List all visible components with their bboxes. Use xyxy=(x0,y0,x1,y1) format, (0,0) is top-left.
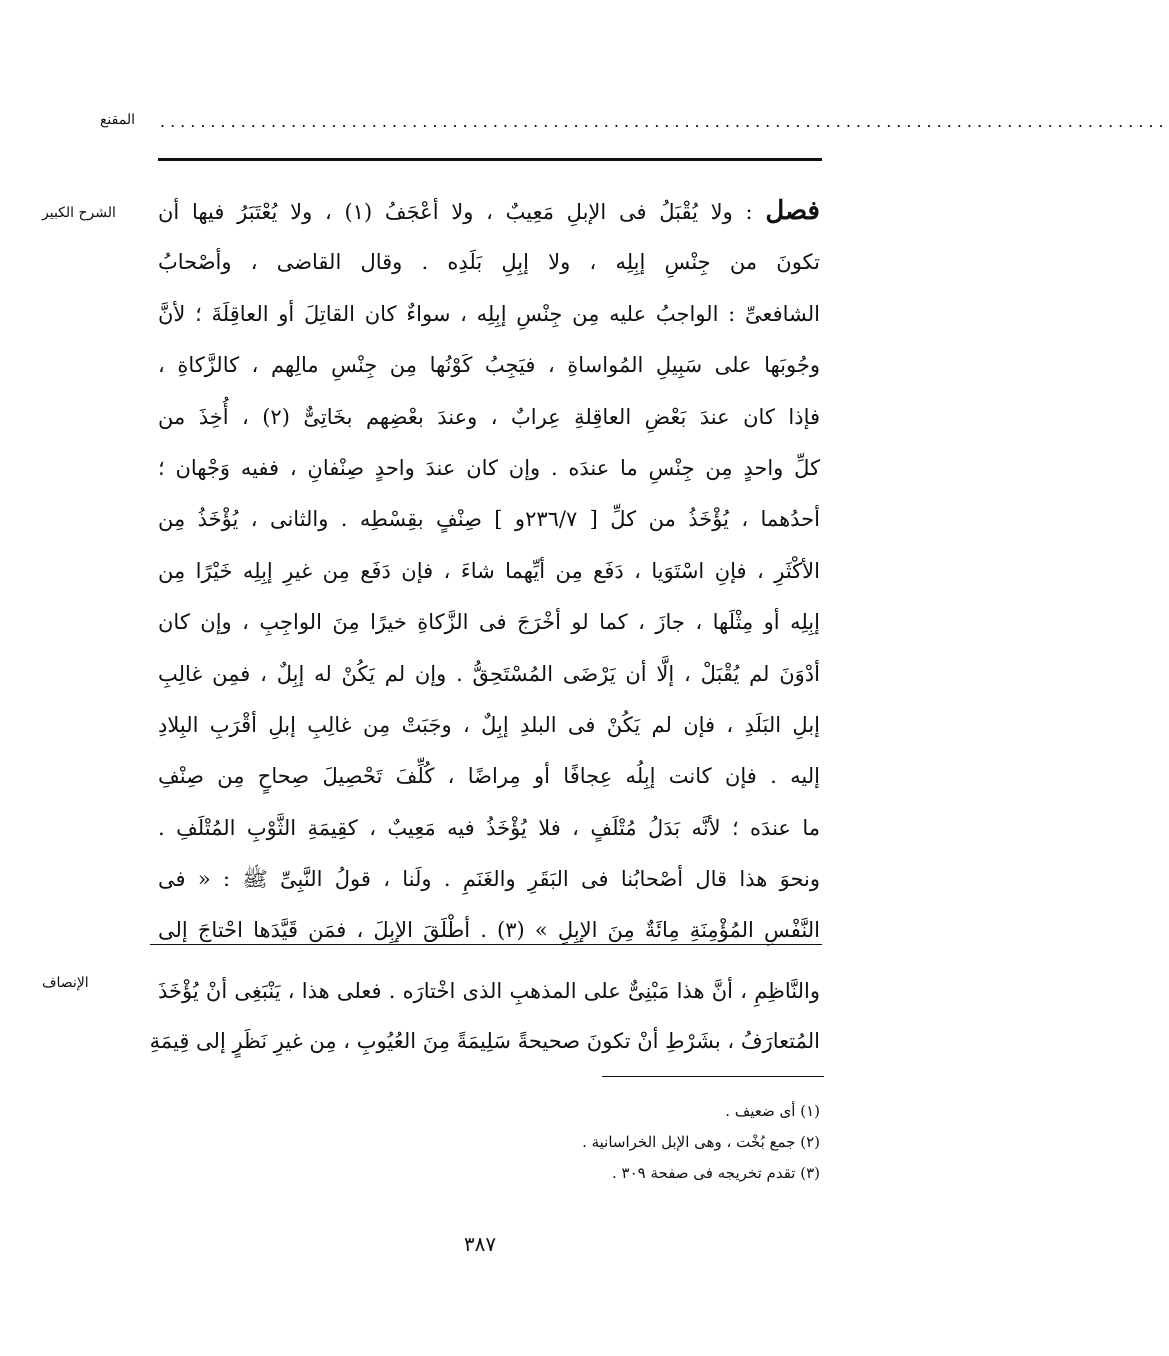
side-label-insaf: الإنصاف xyxy=(42,975,89,991)
footnotes xyxy=(420,1096,820,1189)
text-line: الشافعىِّ : الواجبُ عليه مِن جِنْسِ إبِلِه ، سواءٌ كان القاتِلَ أو العاقِلَةَ ؛ لأنَّ xyxy=(158,301,820,326)
header-rule xyxy=(158,158,822,161)
text-line: وجُوبَها على سَبِيلِ المُواساةِ ، فيَجِبُ كَوْنُها مِن جِنْسِ مالِهم ، كالزَّكاةِ ، xyxy=(158,353,820,378)
footnote: (١) أى ضعيف . xyxy=(725,1102,820,1120)
page-number: ٣٨٧ xyxy=(463,1232,497,1256)
text-line: فصل : ولا يُقْبَلُ فى الإبلِ مَعِيبٌ ، ولا أعْجَفُ (١) ، ولا يُعْتَبَرُ فيها أن xyxy=(158,196,820,226)
text-line: كلِّ واحدٍ مِن جِنْسِ ما عندَه . وإن كان عندَ واحدٍ صِنْفانِ ، ففيه وَجْهان ؛ xyxy=(158,455,820,480)
text-line: إليه . فإن كانت إبِلُه عِجافًا أو مِراضًا ، كُلِّفَ تَحْصِيلَ صِحاحٍ مِن صِنْفِ xyxy=(158,764,820,789)
header-dotted-line: .................................................................................................... xyxy=(160,112,1169,131)
footnote: (٣) تقدم تخريجه فى صفحة ٣٠٩ . xyxy=(611,1164,820,1182)
commentary-text xyxy=(158,186,820,957)
footnote-rule xyxy=(602,1076,824,1077)
section-divider xyxy=(150,944,822,945)
text-line: المُتعارَفُ ، بشَرْطِ أنْ تكونَ صحيحةً سَلِيمَةً مِنَ العُيُوبِ ، مِن غيرِ نَظَرٍ إلى قِيمَةِ xyxy=(149,1029,820,1053)
text-line: تكونَ من جِنْسِ إبِلِه ، ولا إبِلِ بَلَدِه . وقال القاضى ، وأصْحابُ xyxy=(158,250,820,275)
text-line: ونحوَ هذا قال أصْحابُنا فى البَقَرِ والغَنَمِ . ولَنا ، قولُ النَّبِىِّ ﷺ : « فى xyxy=(158,867,820,892)
text-line: الأكْثَرِ ، فإنِ اسْتَوَيا ، دَفَع مِن أيِّهما شاءَ ، فإن دَفَع مِن غيرِ إبِلِه خَيْرًا مِن xyxy=(158,558,820,583)
running-header-title: المقنع xyxy=(99,112,135,128)
text-line: ما عندَه ؛ لأنَّه بَدَلُ مُتْلَفٍ ، فلا يُؤْخَذُ فيه مَعِيبٌ ، كقِيمَةِ الثَّوْبِ المُتْلَفِ . xyxy=(158,815,820,840)
side-label-sharh: الشرح الكبير xyxy=(42,205,116,221)
text-line: النَّفْسِ المُؤْمِنَةِ مِائَةٌ مِنَ الإبِلِ » (٣) . أطْلَقَ الإبِلَ ، فمَن قَيَّدَها احْتاجَ إلى xyxy=(158,918,820,943)
text-line: أدْوَنَ لم يُقْبَلْ ، إلَّا أن يَرْضَى المُسْتَحِقُّ . وإن لم يَكُنْ له إبِلٌ ، فمِن غالِبِ xyxy=(158,661,820,686)
section-heading: فصل xyxy=(765,196,820,226)
footnote: (٢) جمع بُخْت ، وهى الإبل الخراسانية . xyxy=(582,1133,820,1151)
text-line: والنَّاظِمِ ، أنَّ هذا مَبْنِىٌّ على المذهبِ الذى اخْتارَه . فعلى هذا ، يَنْبَغِى أنْ يُؤْخَذَ xyxy=(158,979,820,1003)
text-line: أحدُهما ، يُؤْخَذُ من كلِّ [ ٢٣٦/٧و ] صِنْفٍ بقِسْطِه . والثانى ، يُؤْخَذُ مِن xyxy=(158,507,820,532)
text-line: إبِلِه أو مِثْلَها ، جازَ ، كما لو أخْرَجَ فى الزَّكاةِ خيرًا مِنَ الواجِبِ ، وإن كان xyxy=(158,610,820,635)
insaf-text xyxy=(149,966,820,1066)
text-line: إبلِ البَلَدِ ، فإن لم يَكُنْ فى البلدِ إبِلٌ ، وجَبَتْ مِن غالِبِ إبلِ أقْرَبِ البِلادِ xyxy=(158,712,820,737)
text-line: فإذا كان عندَ بَعْضِ العاقِلةِ عِرابٌ ، وعندَ بعْضِهم بخَاتِىٌّ (٢) ، أُخِذَ من xyxy=(158,404,821,429)
